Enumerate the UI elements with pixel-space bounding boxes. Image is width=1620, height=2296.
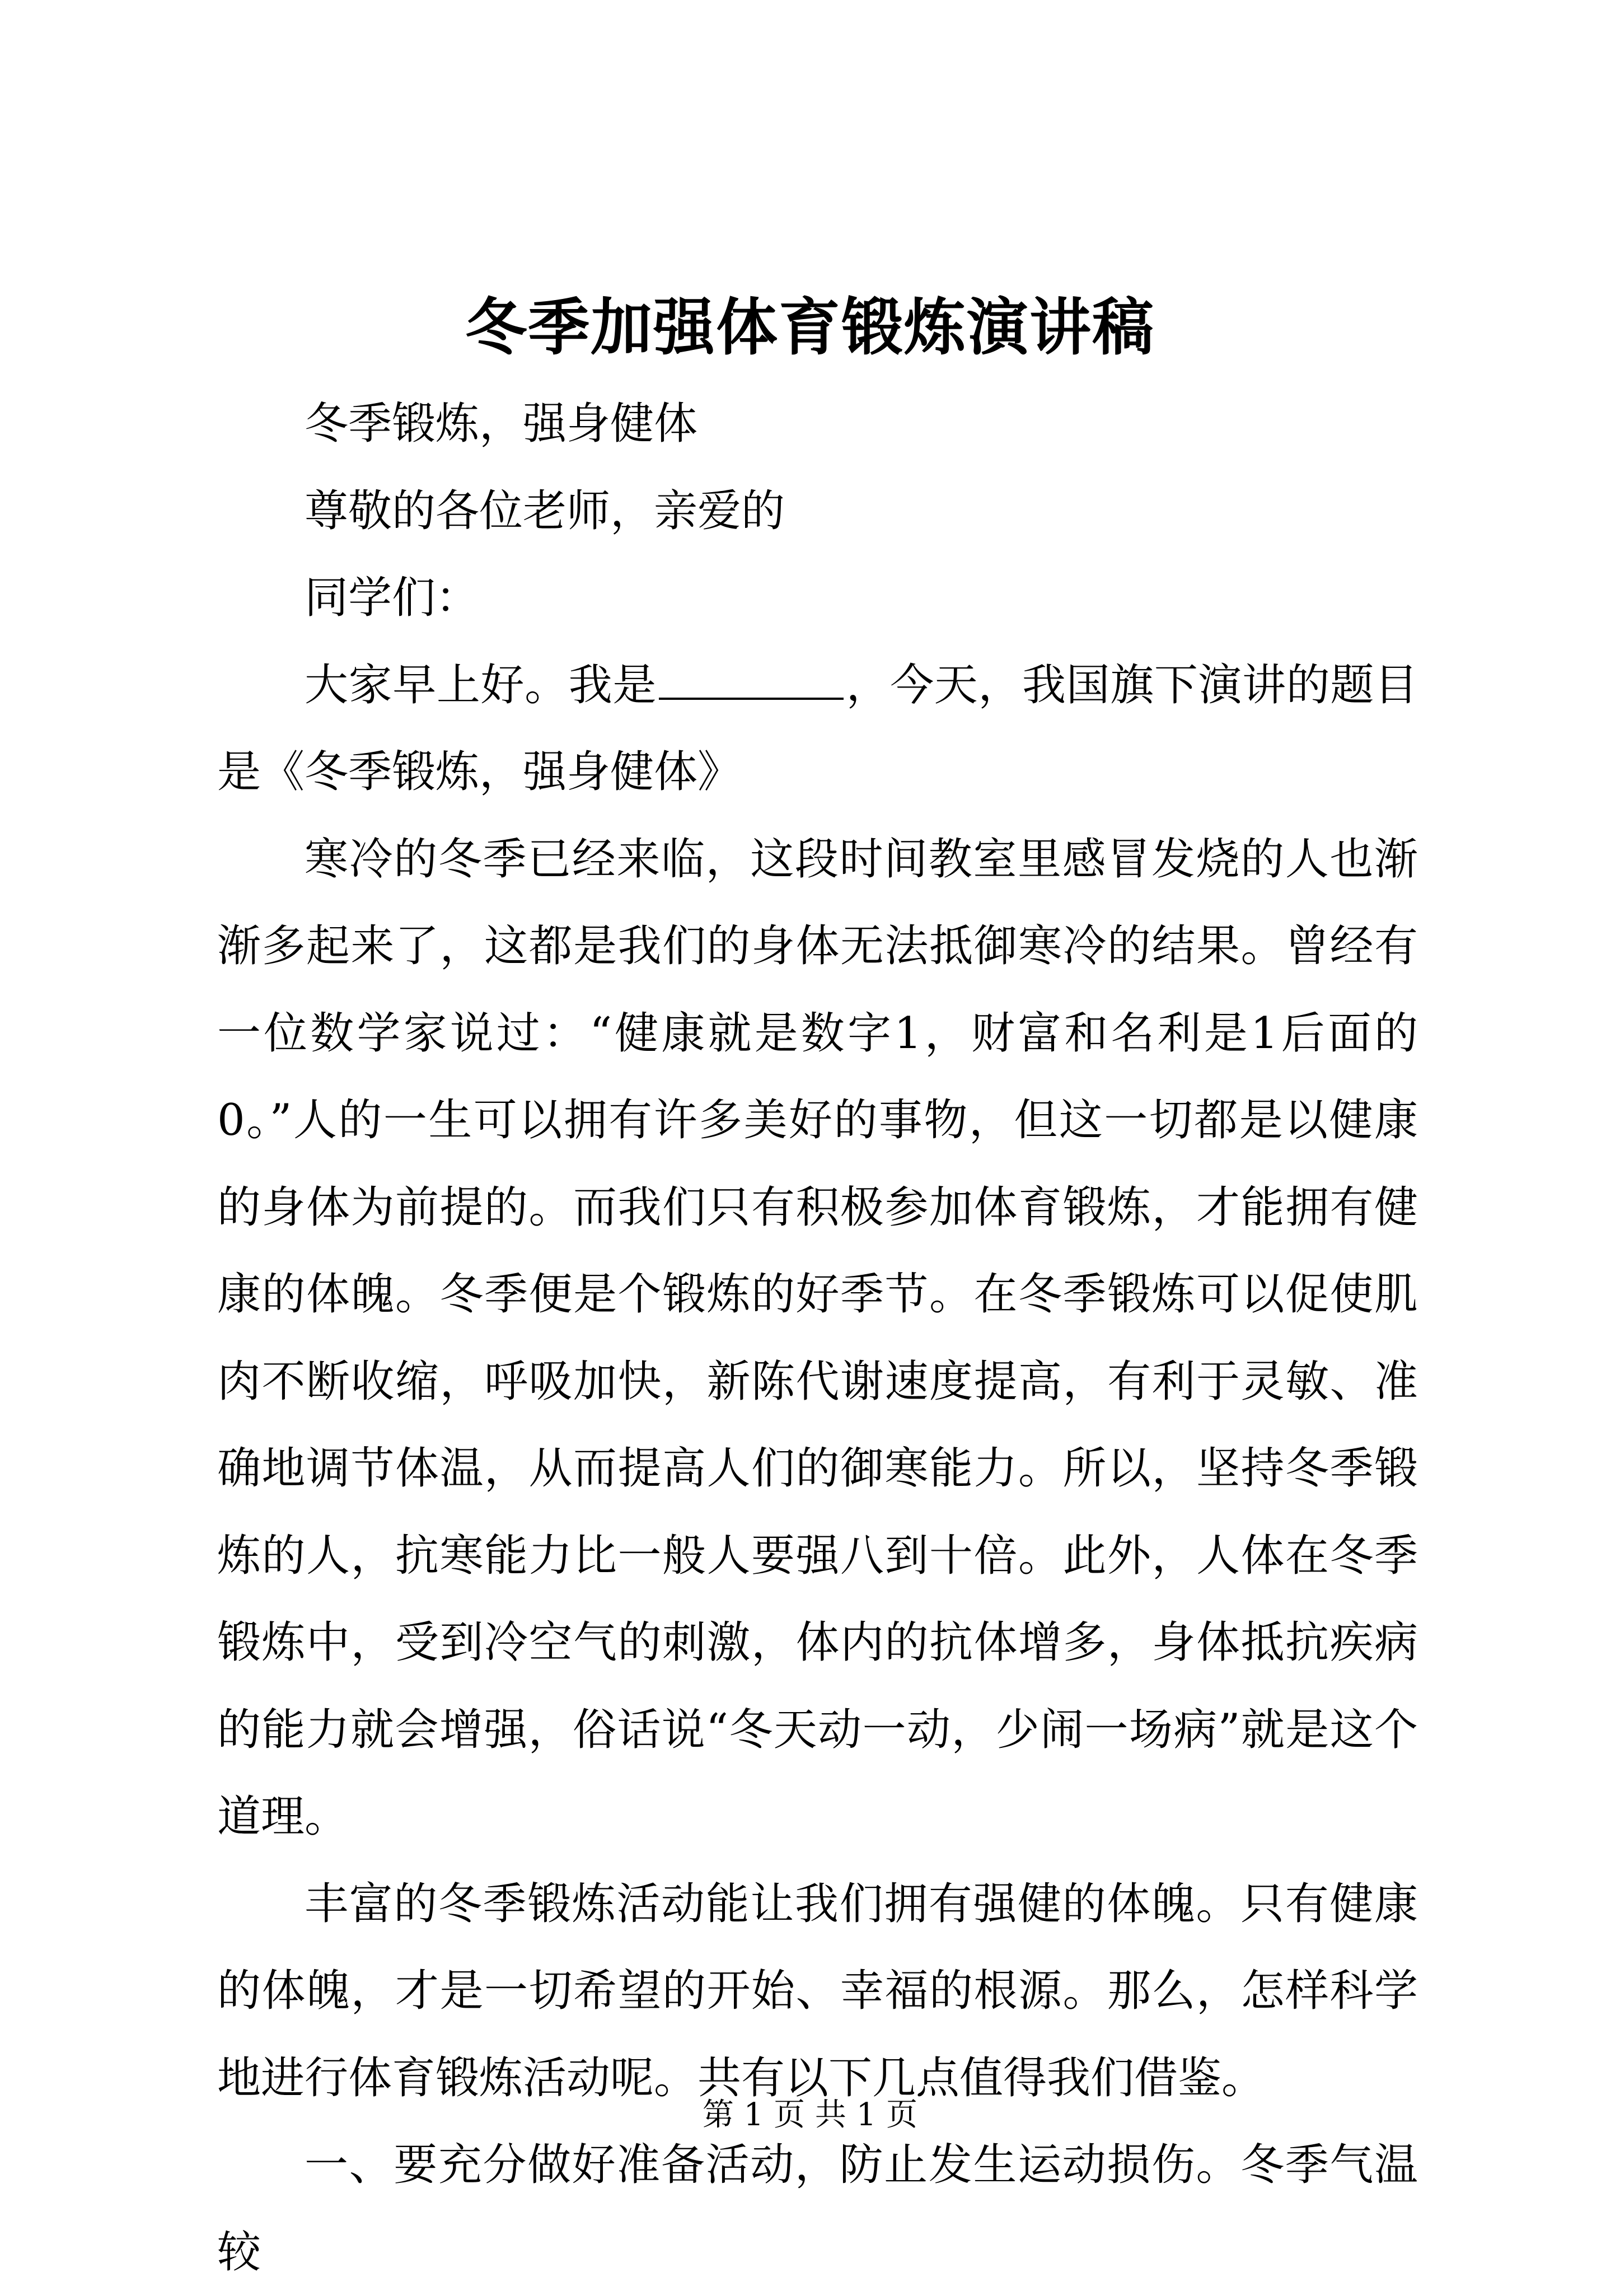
intro-paragraph [217,642,1418,816]
intro-text-after-blank: ，今天，我国旗下演讲的题目是《冬季锻炼，强身健体》 [217,660,1418,797]
salutation-line-2: 同学们： [305,573,480,623]
body-paragraph-1: 寒冷的冬季已经来临，这段时间教室里感冒发烧的人也渐渐多起来了，这都是我们的身体无法抵御寒冷的结果。曾经有一位数学家说过：“健康就是数字1，财富和名利是1后面的0。”人的一生可以拥有许多美好的事物，但这一切都是以健康的身体为前提的。而我们只有积极参加体育锻炼，才能拥有健康的体魄。冬季便是个锻炼的好季节。在冬季锻炼可以促使肌肉不断收缩，呼吸加快，新陈代谢速度提高，有利于灵敏、准确地调节体温，从而提高人们的御寒能力。所以，坚持冬季锻炼的人，抗寒能力比一般人要强八到十倍。此外，人体在冬季锻炼中，受到冷空气的刺激，体内的抗体增多，身体抵抗疾病的能力就会增强，俗话说“冬天动一动，少闹一场病”就是这个道理。 [217,834,1418,1842]
body-paragraph-3: 一、要充分做好准备活动，防止发生运动损伤。冬季气温较 [217,2140,1418,2278]
document-body [217,381,1418,2296]
name-blank-line [659,658,844,700]
body-paragraph-2: 丰富的冬季锻炼活动能让我们拥有强健的体魄。只有健康的体魄，才是一切希望的开始、幸福的根源。那么，怎样科学地进行体育锻炼活动呢。共有以下几点值得我们借鉴。 [217,1878,1418,2103]
salutation-line-1: 尊敬的各位老师，亲爱的 [305,485,785,536]
subtitle-line: 冬季锻炼，强身健体 [305,399,698,449]
intro-text-before-blank: 大家早上好。我是 [305,660,657,710]
page-footer: 第 1 页 共 1 页 [702,2097,918,2133]
document-title: 冬季加强体育锻炼演讲稿 [465,291,1155,363]
